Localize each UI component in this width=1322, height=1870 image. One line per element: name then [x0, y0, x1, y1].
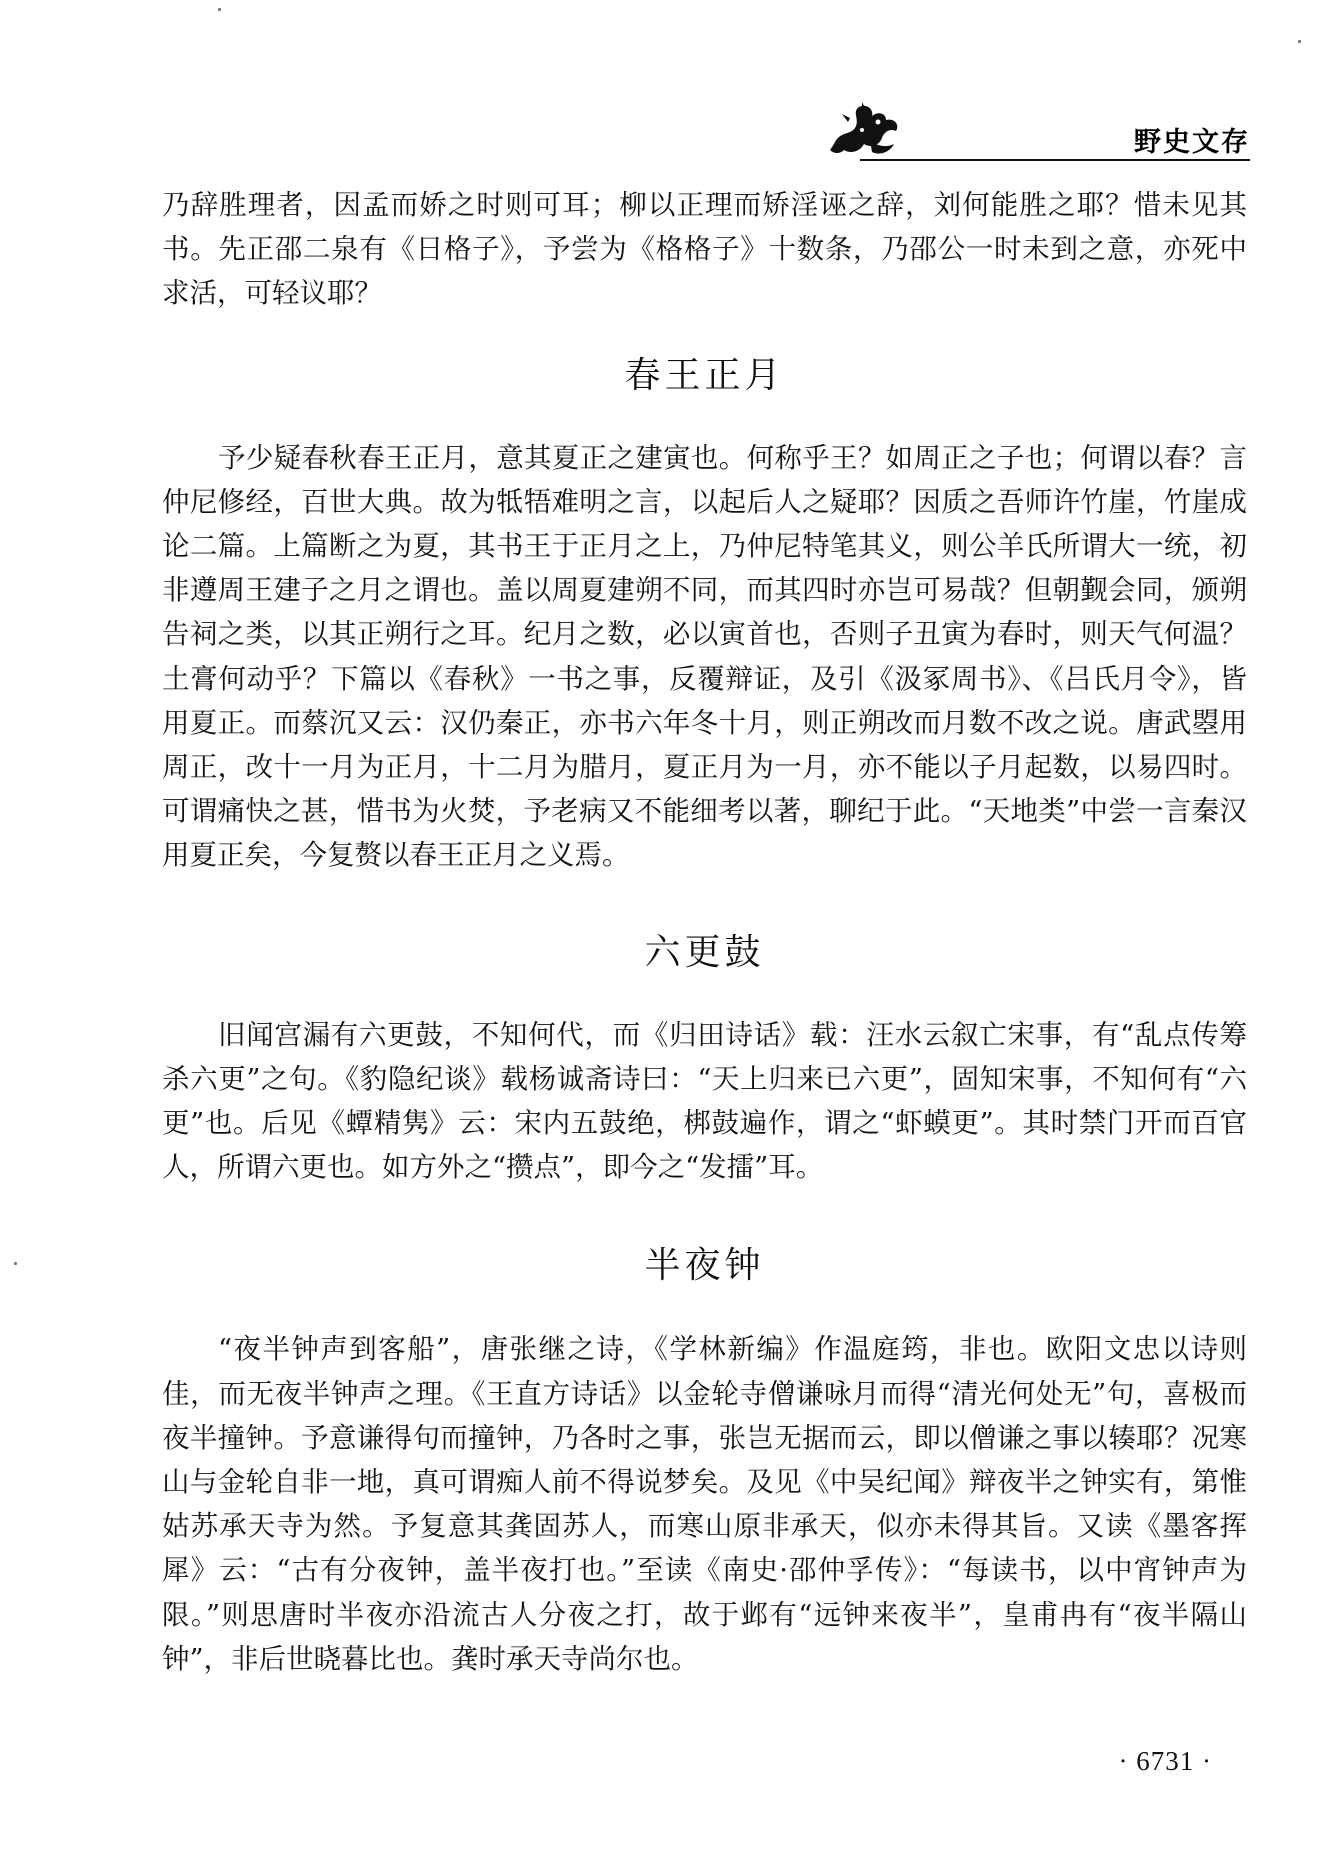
- page-body: [162, 183, 1247, 1681]
- page-number: · 6731 ·: [1118, 1746, 1212, 1776]
- section-title-midnight-bell: 半夜钟: [644, 1245, 765, 1287]
- dragon-icon: [826, 100, 906, 162]
- section-paragraph-six-watch-drum: 旧闻宫漏有六更鼓，不知何代，而《归田诗话》载：汪水云叙亡宋事，有“乱点传筹杀六更”之句。《豹隐纪谈》载杨诚斋诗曰：“天上归来已六更”，固知宋事，不知何有“六更”也。后见《蟫精隽》云：宋内五鼓绝，梆鼓遍作，谓之“虾蟆更”。其时禁门开而百官人，所谓六更也。如方外之“攒点”，即今之“发擂”耳。: [162, 1018, 1247, 1184]
- section-paragraph-spring-king-first-month: 予少疑春秋春王正月，意其夏正之建寅也。何称乎王？如周正之子也；何谓以春？言仲尼修经，百世大典。故为牴牾难明之言，以起后人之疑耶？因质之吾师许竹崖，竹崖成论二篇。上篇断之为夏，其书王于正月之上，乃仲尼特笔其义，则公羊氏所谓大一统，初非遵周王建子之月之谓也。盖以周夏建朔不同，而其四时亦岂可易哉？但朝觐会同，颁朔告祠之类，以其正朔行之耳。纪月之数，必以寅首也，否则子丑寅为春时，则天气何温？土膏何动乎？下篇以《春秋》一书之事，反覆辩证，及引《汲冢周书》、《吕氏月令》，皆用夏正。而蔡沉又云：汉仍秦正，亦书六年冬十月，则正朔改而月数不改之说。唐武曌用周正，改十一月为正月，十二月为腊月，夏正月为一月，亦不能以子月起数，以易四时。可谓痛快之甚，惜书为火焚，予老病又不能细考以著，聊纪于此。“天地类”中尝一言秦汉用夏正矣，今复赘以春王正月之义焉。: [162, 441, 1247, 872]
- scan-speck: [218, 8, 221, 11]
- section-title-six-watch-drum: 六更鼓: [644, 931, 765, 973]
- section-title-spring-king-first-month: 春王正月: [624, 354, 785, 396]
- opening-paragraph: 乃辞胜理者，因孟而娇之时则可耳；柳以正理而矫淫诬之辞，刘何能胜之耶？惜未见其书。先正邵二泉有《日格子》，予尝为《格格子》十数条，乃邵公一时未到之意，亦死中求活，可轻议耶？: [162, 189, 1247, 310]
- section-paragraph-midnight-bell: “夜半钟声到客船”，唐张继之诗，《学林新编》作温庭筠，非也。欧阳文忠以诗则佳，而无夜半钟声之理。《王直方诗话》以金轮寺僧谦咏月而得“清光何处无”句，喜极而夜半撞钟。予意谦得句而撞钟，乃各时之事，张岂无据而云，即以僧谦之事以辏耶？况寒山与金轮自非一地，真可谓痴人前不得说梦矣。及见《中吴纪闻》辩夜半之钟实有，第惟姑苏承天寺为然。予复意其龚固苏人，而寒山原非承天，似亦未得其旨。又读《墨客挥犀》云：“古有分夜钟，盖半夜打也。”至读《南史·邵仲孚传》：“每读书，以中宵钟声为限。”则思唐时半夜亦沿流古人分夜之打，故于邺有“远钟来夜半”，皇甫冉有“夜半隔山钟”，非后世晓暮比也。龚时承天寺尚尔也。: [162, 1333, 1247, 1675]
- scan-speck: [1298, 40, 1301, 43]
- header-rule: [860, 159, 1250, 161]
- scan-speck: [14, 1262, 17, 1265]
- page-header: [820, 100, 1250, 170]
- running-title: 野史文存: [1134, 127, 1250, 158]
